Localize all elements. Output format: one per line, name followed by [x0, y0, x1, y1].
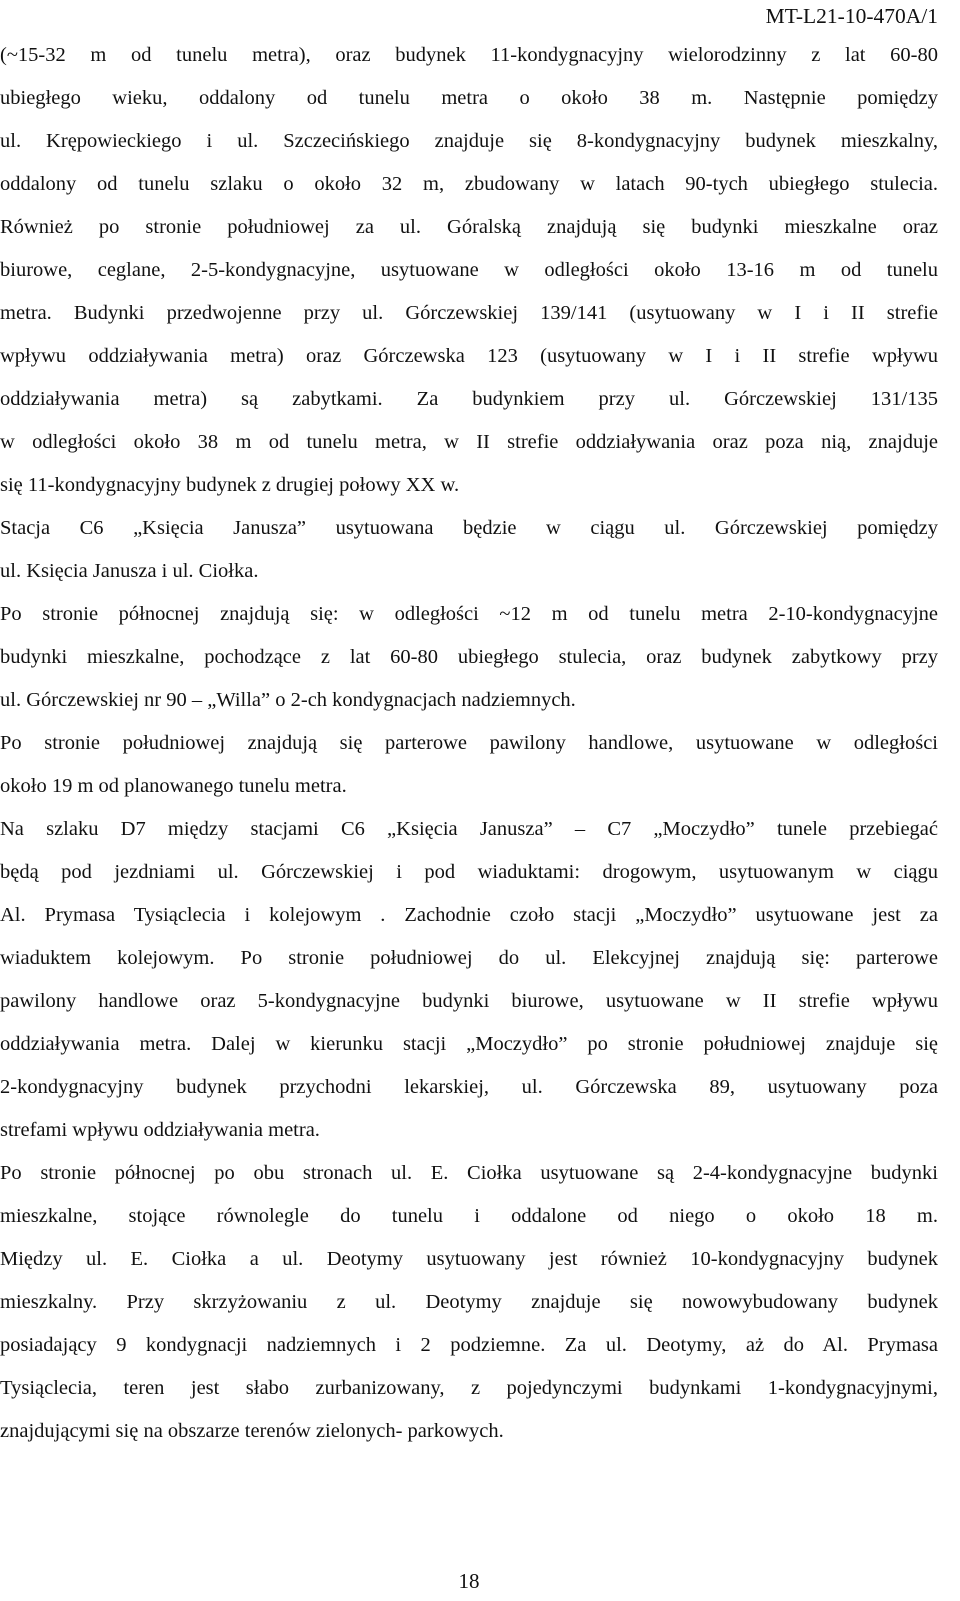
text-line: mieszkalne, stojące równolegle do tunelu i oddalone od niego o około 18 m.: [0, 1205, 938, 1227]
text-line: ubiegłego wieku, oddalony od tunelu metra o około 38 m. Następnie pomiędzy: [0, 87, 938, 109]
text-line: ul. Górczewskiej nr 90 – „Willa” o 2-ch kondygnacjach nadziemnych.: [0, 689, 576, 711]
text-line: (~15-32 m od tunelu metra), oraz budynek 11-kondygnacyjny wielorodzinny z lat 60-80: [0, 44, 938, 66]
text-line: budynki mieszkalne, pochodzące z lat 60-80 ubiegłego stulecia, oraz budynek zabytkowy przy: [0, 646, 938, 668]
text-line: Między ul. E. Ciołka a ul. Deotymy usytuowany jest również 10-kondygnacyjny budynek: [0, 1248, 938, 1270]
text-line: Po stronie południowej znajdują się parterowe pawilony handlowe, usytuowane w odległości: [0, 732, 938, 754]
text-line: znajdującymi się na obszarze terenów zielonych- parkowych.: [0, 1420, 504, 1442]
text-line: biurowe, ceglane, 2-5-kondygnacyjne, usytuowane w odległości około 13-16 m od tunelu: [0, 259, 938, 281]
paragraph-buildings-gorczewska: [0, 34, 938, 507]
paragraph-north-side: [0, 593, 938, 722]
text-line: Al. Prymasa Tysiąclecia i kolejowym . Zachodnie czoło stacji „Moczydło” usytuowane jest za: [0, 904, 938, 926]
document-body: [0, 34, 938, 1453]
paragraph-ciolka-deotymy: [0, 1152, 938, 1453]
text-line: Po stronie północnej po obu stronach ul. E. Ciołka usytuowane są 2-4-kondygnacyjne budynki: [0, 1162, 938, 1184]
paragraph-station-c6: [0, 507, 938, 593]
page-number: 18: [458, 1569, 480, 1593]
text-line: Stacja C6 „Księcia Janusza” usytuowana będzie w ciągu ul. Górczewskiej pomiędzy: [0, 517, 938, 539]
document-id-header: MT-L21-10-470A/1: [765, 4, 938, 28]
text-line: 2-kondygnacyjny budynek przychodni lekarskiej, ul. Górczewska 89, usytuowany poza: [0, 1076, 938, 1098]
text-line: oddziaływania metra. Dalej w kierunku stacji „Moczydło” po stronie południowej znajduje się: [0, 1033, 938, 1055]
text-line: mieszkalny. Przy skrzyżowaniu z ul. Deotymy znajduje się nowowybudowany budynek: [0, 1291, 938, 1313]
text-line: oddalony od tunelu szlaku o około 32 m, zbudowany w latach 90-tych ubiegłego stulecia.: [0, 173, 938, 195]
text-line: Tysiąclecia, teren jest słabo zurbanizowany, z pojedynczymi budynkami 1-kondygnacyjnymi,: [0, 1377, 938, 1399]
text-line: Po stronie północnej znajdują się: w odległości ~12 m od tunelu metra 2-10-kondygnacyjne: [0, 603, 938, 625]
text-line: oddziaływania metra) są zabytkami. Za budynkiem przy ul. Górczewskiej 131/135: [0, 388, 938, 410]
text-line: Również po stronie południowej za ul. Góralską znajdują się budynki mieszkalne oraz: [0, 216, 938, 238]
text-line: będą pod jezdniami ul. Górczewskiej i pod wiaduktami: drogowym, usytuowanym w ciągu: [0, 861, 938, 883]
text-line: pawilony handlowe oraz 5-kondygnacyjne budynki biurowe, usytuowane w II strefie wpływu: [0, 990, 938, 1012]
text-line: posiadający 9 kondygnacji nadziemnych i 2 podziemne. Za ul. Deotymy, aż do Al. Prymasa: [0, 1334, 938, 1356]
text-line: metra. Budynki przedwojenne przy ul. Górczewskiej 139/141 (usytuowany w I i II strefie: [0, 302, 938, 324]
text-line: w odległości około 38 m od tunelu metra, w II strefie oddziaływania oraz poza nią, znajduje: [0, 431, 938, 453]
text-line: ul. Księcia Janusza i ul. Ciołka.: [0, 560, 259, 582]
text-line: wiaduktem kolejowym. Po stronie południowej do ul. Elekcyjnej znajdują się: parterowe: [0, 947, 938, 969]
paragraph-route-d7: [0, 808, 938, 1152]
paragraph-south-side: [0, 722, 938, 808]
text-line: ul. Krępowieckiego i ul. Szczecińskiego znajduje się 8-kondygnacyjny budynek mieszkalny,: [0, 130, 938, 152]
text-line: około 19 m od planowanego tunelu metra.: [0, 775, 347, 797]
text-line: strefami wpływu oddziaływania metra.: [0, 1119, 320, 1141]
text-line: wpływu oddziaływania metra) oraz Górczewska 123 (usytuowany w I i II strefie wpływu: [0, 345, 938, 367]
text-line: się 11-kondygnacyjny budynek z drugiej połowy XX w.: [0, 474, 460, 496]
text-line: Na szlaku D7 między stacjami C6 „Księcia Janusza” – C7 „Moczydło” tunele przebiegać: [0, 818, 938, 840]
